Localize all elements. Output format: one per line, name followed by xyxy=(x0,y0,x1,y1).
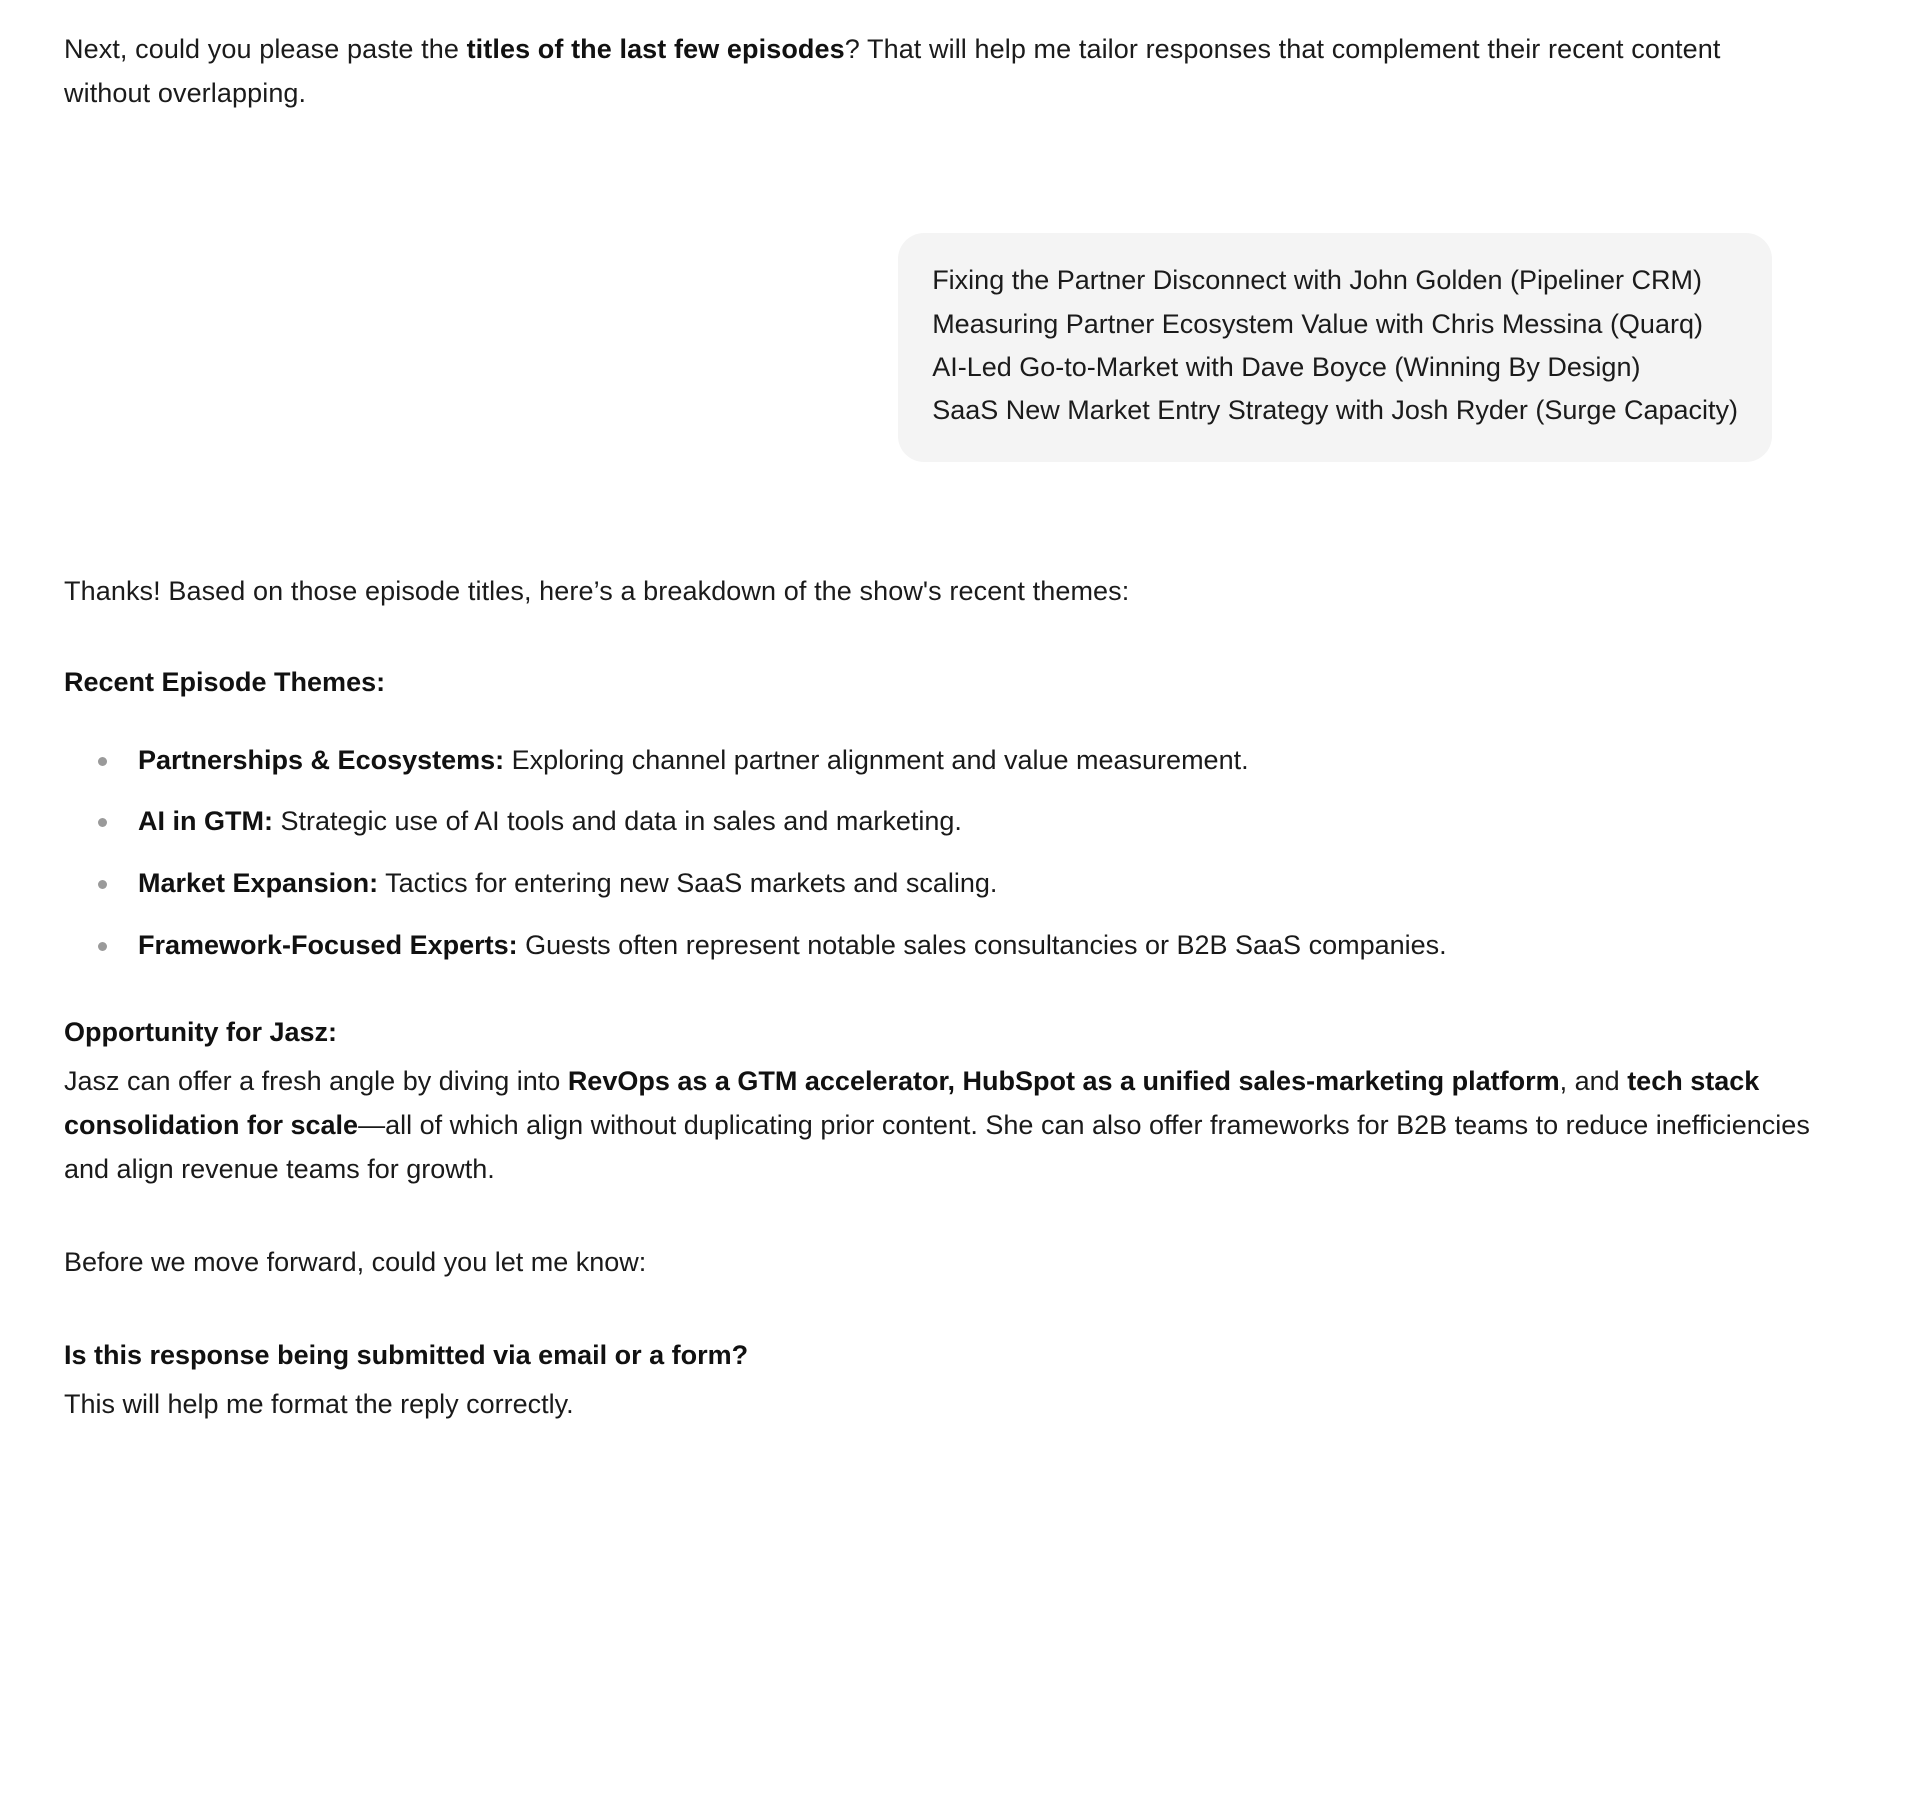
reply-intro: Thanks! Based on those episode titles, here’s a breakdown of the show's recent themes: xyxy=(64,576,1130,607)
list-item xyxy=(64,862,1838,906)
opportunity-part-2: , and xyxy=(1559,1066,1628,1097)
opportunity-emphasis-2: tech stack consolidation for scale xyxy=(64,1066,1760,1140)
theme-label: Market Expansion: xyxy=(138,868,379,899)
list-item xyxy=(64,800,1838,844)
assistant-prompt-emphasis: titles of the last few episodes xyxy=(466,34,845,64)
user-message-row xyxy=(64,233,1856,462)
list-item xyxy=(64,924,1838,968)
user-message-line: AI-Led Go-to-Market with Dave Boyce (Winning By Design) xyxy=(932,351,1641,382)
theme-label: Framework-Focused Experts: xyxy=(138,929,518,960)
assistant-prompt-message xyxy=(64,0,1784,115)
user-message-bubble[interactable] xyxy=(898,233,1772,462)
assistant-prompt-part-2: ? That will help me tailor responses that complement their recent content without overlapping. xyxy=(64,34,1721,108)
bottom-spacer xyxy=(64,1427,1856,1497)
theme-text: Strategic use of AI tools and data in sales and marketing. xyxy=(272,806,962,837)
user-message-line: Measuring Partner Ecosystem Value with Chris Messina (Quarq) xyxy=(932,308,1703,339)
opportunity-part-3: —all of which align without duplicating prior content. She can also offer frameworks for B2B teams to reduce inefficiencies and align revenue teams for growth. xyxy=(64,1109,1810,1184)
opportunity-part-1: Jasz can offer a fresh angle by diving into xyxy=(64,1066,568,1097)
question-heading: Is this response being submitted via email or a form? xyxy=(64,1339,749,1370)
theme-label: AI in GTM: xyxy=(138,806,273,837)
user-message-line: SaaS New Market Entry Strategy with Josh Ryder (Surge Capacity) xyxy=(932,395,1738,426)
theme-text: Exploring channel partner alignment and value measurement. xyxy=(504,744,1249,775)
theme-text: Tactics for entering new SaaS markets and scaling. xyxy=(378,868,998,899)
list-item xyxy=(64,739,1838,783)
theme-label: Partnerships & Ecosystems: xyxy=(138,744,505,775)
themes-list xyxy=(64,739,1854,968)
theme-text: Guests often represent notable sales consultancies or B2B SaaS companies. xyxy=(517,929,1447,960)
opportunity-body xyxy=(64,1060,1854,1191)
user-message-line: Fixing the Partner Disconnect with John Golden (Pipeliner CRM) xyxy=(932,265,1703,296)
question-subtext: This will help me format the reply correctly. xyxy=(64,1389,574,1420)
opportunity-emphasis-1: RevOps as a GTM accelerator, HubSpot as a unified sales-marketing platform xyxy=(567,1066,1560,1097)
opportunity-heading: Opportunity for Jasz: xyxy=(64,1016,338,1047)
assistant-prompt-part-1: Next, could you please paste the xyxy=(64,34,467,64)
before-we-move-forward-text: Before we move forward, could you let me know: xyxy=(64,1247,647,1278)
assistant-reply-message xyxy=(64,570,1854,1426)
recent-episode-themes-heading: Recent Episode Themes: xyxy=(64,667,386,698)
